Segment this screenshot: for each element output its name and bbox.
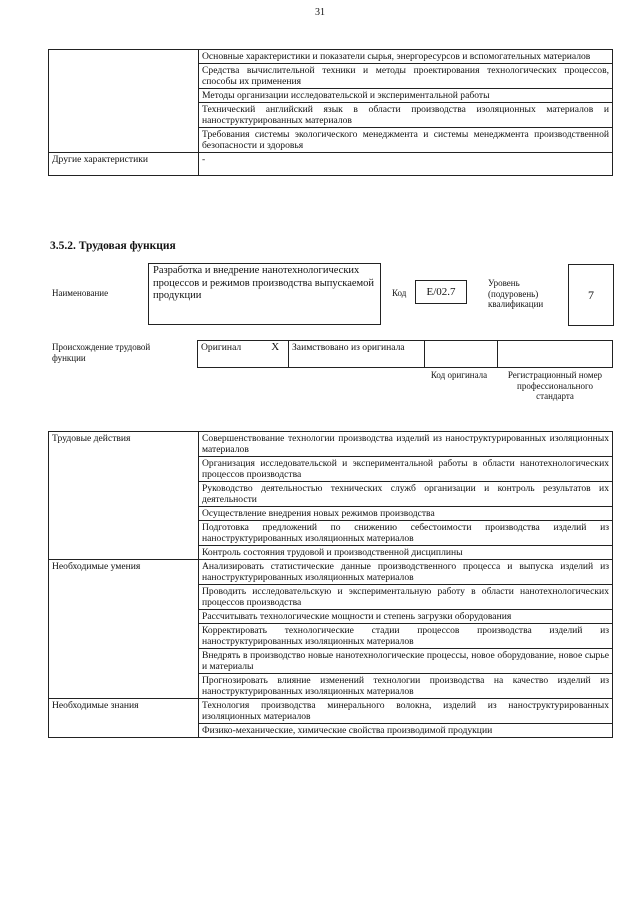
table-cell: - — [199, 153, 613, 176]
table-cell: Корректировать технологические стадии процессов производства изделий из наноструктурированных изоляционных материалов — [199, 624, 613, 649]
table-cell: Проводить исследовательскую и экспериментальную работу в области нанотехнологических процессов производства — [199, 585, 613, 610]
table-cell: Прогнозировать влияние изменений технологии производства на качество изделий из наноструктурированных изоляционных материалов — [199, 674, 613, 699]
origin-table — [197, 340, 613, 368]
code-original-cell — [425, 341, 498, 368]
characteristics-table — [48, 49, 613, 176]
borrowed-label: Заимствовано из оригинала — [289, 341, 425, 368]
section-title: 3.5.2. Трудовая функция — [50, 240, 176, 252]
page-number: 31 — [315, 7, 325, 18]
table-row — [49, 699, 613, 724]
table-cell: Совершенствование технологии производства изделий из наноструктурированных изоляционных материалов — [199, 432, 613, 457]
table-cell: Контроль состояния трудовой и производственной дисциплины — [199, 546, 613, 560]
table-cell: Физико-механические, химические свойства производимой продукции — [199, 724, 613, 738]
level-value: 7 — [568, 264, 614, 326]
row-label — [49, 50, 199, 153]
reg-number-caption: Регистрационный номер профессионального стандарта — [507, 370, 603, 401]
group-label: Трудовые действия — [49, 432, 199, 560]
original-label: Оригинал — [198, 341, 263, 368]
original-mark: X — [263, 341, 289, 368]
code-value: E/02.7 — [415, 280, 467, 304]
reg-number-cell — [498, 341, 613, 368]
row-label: Другие характеристики — [49, 153, 199, 176]
table-row — [49, 50, 613, 64]
group-label: Необходимые умения — [49, 560, 199, 699]
table-cell: Технический английский язык в области производства изоляционных материалов и наноструктурированных материалов — [199, 103, 613, 128]
table-cell: Средства вычислительной техники и методы проектирования технологических процессов, способы их применения — [199, 64, 613, 89]
table-cell: Осуществление внедрения новых режимов производства — [199, 507, 613, 521]
function-name: Разработка и внедрение нанотехнологических процессов и режимов производства выпускаемой продукции — [148, 263, 381, 325]
table-cell: Организация исследовательской и экспериментальной работы в области нанотехнологических процессов производства — [199, 457, 613, 482]
table-row — [49, 560, 613, 585]
table-cell: Методы организации исследовательской и экспериментальной работы — [199, 89, 613, 103]
table-cell: Руководство деятельностью технических служб организации и контроль результатов их деятельности — [199, 482, 613, 507]
table-cell: Подготовка предложений по снижению себестоимости производства изделий из наноструктурированных изоляционных материалов — [199, 521, 613, 546]
name-label: Наименование — [52, 288, 109, 298]
group-label: Необходимые знания — [49, 699, 199, 738]
code-label: Код — [392, 288, 407, 298]
table-cell: Требования системы экологического менеджмента и системы менеджмента производственной безопасности и здоровья — [199, 128, 613, 153]
code-original-caption: Код оригинала — [430, 370, 488, 380]
function-details-table — [48, 431, 613, 738]
origin-label: Происхождение трудовой функции — [52, 342, 151, 363]
table-row — [49, 153, 613, 176]
table-cell: Технология производства минерального волокна, изделий из наноструктурированных изоляционных материалов — [199, 699, 613, 724]
table-cell: Внедрять в производство новые нанотехнологические процессы, новое оборудование, новое сырье и материалы — [199, 649, 613, 674]
table-row — [198, 341, 613, 368]
table-cell: Основные характеристики и показатели сырья, энергоресурсов и вспомогательных материалов — [199, 50, 613, 64]
table-row — [49, 432, 613, 457]
table-cell: Рассчитывать технологические мощности и степень загрузки оборудования — [199, 610, 613, 624]
level-label: Уровень (подуровень) квалификации — [488, 278, 544, 309]
table-cell: Анализировать статистические данные производственного процесса и выпуска изделий из наноструктурированных изоляционных материалов — [199, 560, 613, 585]
